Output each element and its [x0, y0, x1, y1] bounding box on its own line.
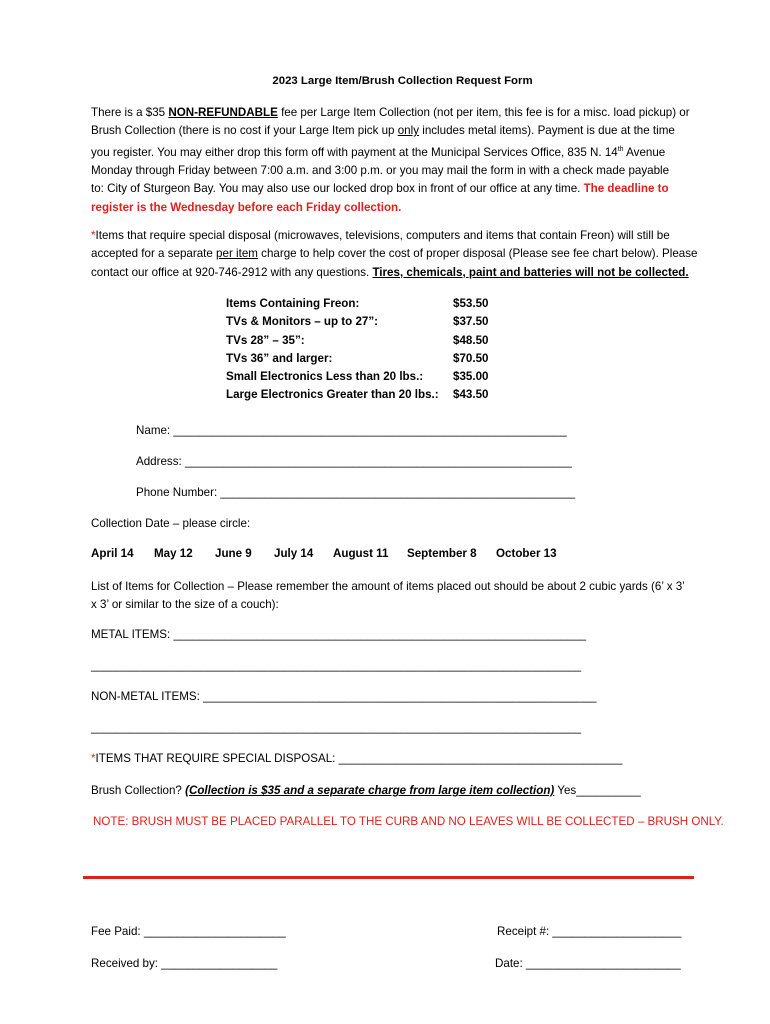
fee-item: TVs 36” and larger: [226, 351, 333, 365]
intro-text: Avenue [623, 145, 666, 159]
fee-row [226, 295, 496, 313]
fee-amount: $53.50 [453, 297, 489, 310]
collection-date-label: Collection Date – please circle: [91, 517, 251, 530]
asterisk: * [91, 229, 96, 242]
fee-item: TVs & Monitors – up to 27”: [226, 315, 379, 329]
date-option[interactable]: April 14 [91, 547, 134, 560]
fee-paid-field[interactable]: Fee Paid: ______________________ [91, 925, 286, 938]
fee-amount: $48.50 [453, 333, 489, 347]
non-metal-items-line[interactable]: ____________________________________________________________________________ [91, 721, 582, 734]
per-item-text: per item [216, 247, 258, 261]
brush-yes-blank[interactable]: Yes__________ [554, 784, 641, 797]
items-list-instructions [91, 578, 691, 615]
intro-text: you register. You may either drop this form off with payment at the Municipal Services Office, 835 N. 14 [91, 145, 618, 159]
fee-row [226, 313, 496, 331]
fee-amount: $37.50 [453, 315, 489, 329]
intro-text: There is a $35 [91, 106, 169, 119]
date-option[interactable]: August 11 [333, 547, 389, 560]
fee-row [226, 332, 496, 350]
fee-amount: $35.00 [453, 370, 489, 384]
name-field[interactable]: Name: _____________________________________________________________ [136, 424, 567, 437]
instruction-text: List of Items for Collection – Please remember the amount of items placed out should be about 2 cubic yards (6’ x 3’ [91, 580, 685, 593]
brush-collection-field[interactable] [91, 784, 641, 797]
non-metal-items-field[interactable]: NON-METAL ITEMS: _____________________________________________________________ [91, 690, 597, 703]
intro-text: Brush Collection (there is no cost if your Large Item pick up [91, 124, 398, 138]
brush-label: Brush Collection? [91, 784, 186, 797]
special-text: Items that require special disposal (microwaves, televisions, computers and items that contain Freon) will still be [95, 229, 670, 242]
fee-item: Items Containing Freon: [226, 297, 360, 310]
brush-fee-note: (Collection is $35 and a separate charge from large item collection) [185, 784, 555, 797]
intro-text: to: City of Sturgeon Bay. You may also use our locked drop box in front of our office at any time. [91, 182, 584, 196]
date-field[interactable]: Date: ________________________ [495, 957, 681, 970]
date-option[interactable]: July 14 [274, 547, 314, 560]
date-option[interactable]: May 12 [154, 547, 193, 560]
special-disposal-paragraph [91, 227, 698, 282]
fee-item: Small Electronics Less than 20 lbs.: [226, 370, 424, 384]
fee-item: TVs 28” – 35”: [226, 333, 305, 347]
asterisk: * [91, 752, 96, 765]
intro-text: Monday through Friday between 7:00 a.m. and 3:00 p.m. or you may mail the form in with a check made payable [91, 164, 670, 178]
brush-note: NOTE: BRUSH MUST BE PLACED PARALLEL TO THE CURB AND NO LEAVES WILL BE COLLECTED – BRUSH ONLY. [93, 815, 724, 828]
fee-chart [226, 295, 496, 405]
fee-row [226, 386, 496, 404]
phone-field[interactable]: Phone Number: _______________________________________________________ [136, 486, 576, 499]
fee-row [226, 350, 496, 368]
instruction-text: x 3’ or similar to the size of a couch): [91, 598, 279, 612]
special-disposal-field[interactable] [91, 752, 622, 765]
non-refundable-text: NON-REFUNDABLE [168, 106, 278, 119]
fee-amount: $70.50 [453, 351, 489, 365]
deadline-text: The deadline to [583, 182, 669, 196]
fee-row [226, 368, 496, 386]
deadline-text: register is the Wednesday before each Friday collection. [91, 200, 402, 214]
intro-text: includes metal items). Payment is due at the time [419, 124, 675, 138]
fee-item: Large Electronics Greater than 20 lbs.: [226, 388, 439, 402]
receipt-field[interactable]: Receipt #: ____________________ [497, 925, 682, 938]
date-option[interactable]: September 8 [407, 547, 477, 560]
divider-line [83, 876, 694, 879]
metal-items-field[interactable]: METAL ITEMS: ________________________________________________________________ [91, 628, 587, 641]
only-text: only [397, 124, 420, 138]
intro-text: fee per Large Item Collection (not per item, this fee is for a misc. load pickup) or [277, 106, 690, 119]
date-option[interactable]: October 13 [496, 547, 557, 560]
address-field[interactable]: Address: ____________________________________________________________ [136, 455, 572, 468]
special-text: contact our office at 920-746-2912 with any questions. [91, 265, 373, 279]
date-option[interactable]: June 9 [215, 547, 252, 560]
superscript-th: th [617, 145, 624, 153]
fee-amount: $43.50 [453, 388, 489, 402]
special-text: charge to help cover the cost of proper disposal (Please see fee chart below). Please [257, 247, 698, 261]
special-disposal-label: ITEMS THAT REQUIRE SPECIAL DISPOSAL: ____________________________________________ [95, 752, 623, 765]
metal-items-line[interactable]: ____________________________________________________________________________ [91, 659, 582, 672]
not-collected-text: Tires, chemicals, paint and batteries will not be collected. [372, 265, 689, 279]
form-title: 2023 Large Item/Brush Collection Request Form [272, 75, 533, 87]
intro-paragraph [91, 104, 691, 217]
special-text: accepted for a separate [91, 247, 217, 261]
received-by-field[interactable]: Received by: __________________ [91, 957, 278, 970]
